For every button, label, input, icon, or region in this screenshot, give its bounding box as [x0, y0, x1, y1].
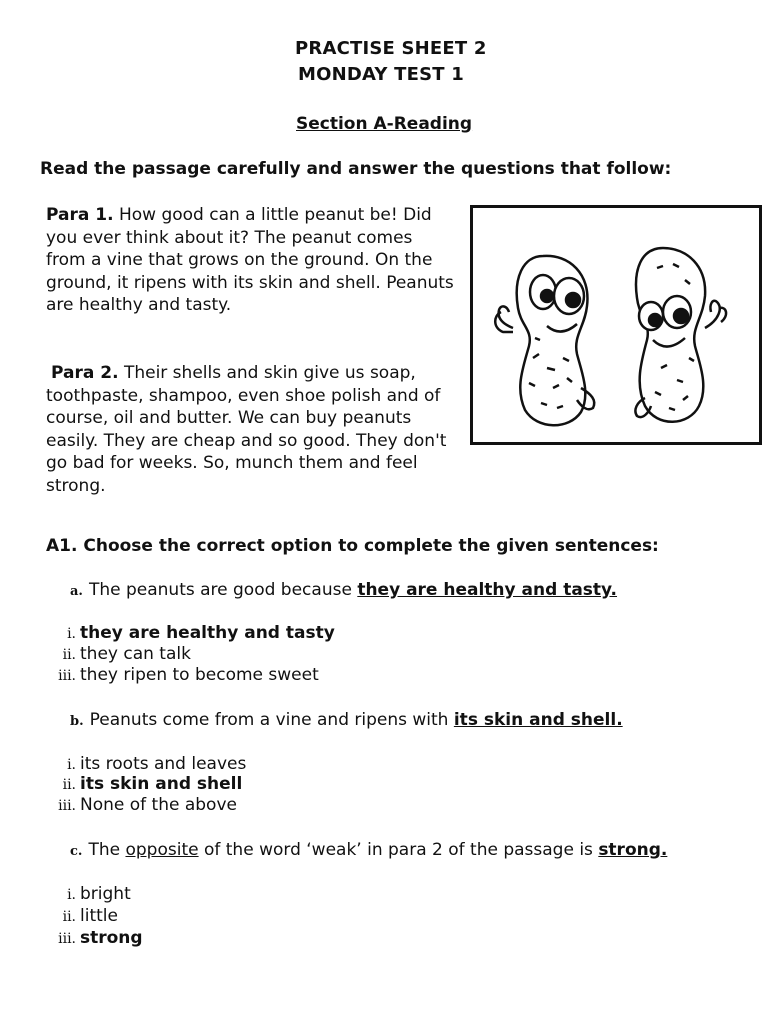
para-2-text: Their shells and skin give us soap, toothpaste, shampoo, even shoe polish and of course, oil and butter. We can buy peanuts easily. They are cheap and so good. They don't go bad for weeks. So, munch them and feel strong.	[46, 363, 447, 496]
option-text: they are healthy and tasty	[80, 623, 335, 643]
option-b-i	[50, 754, 246, 774]
question-c-answer: strong.	[598, 840, 668, 860]
option-a-ii	[50, 644, 191, 664]
question-b-text: Peanuts come from a vine and ripens with	[89, 710, 454, 730]
option-text: its roots and leaves	[80, 754, 247, 774]
option-number: iii.	[58, 931, 76, 947]
sheet-title: PRACTISE SHEET 2	[295, 38, 487, 59]
option-b-iii	[50, 795, 237, 815]
paragraph-2	[46, 362, 456, 498]
option-text: bright	[80, 884, 131, 904]
peanut-illustration	[470, 205, 762, 445]
para-2-label: Para 2.	[51, 363, 119, 383]
question-b	[70, 710, 623, 730]
option-b-ii	[50, 774, 242, 794]
option-text: they ripen to become sweet	[80, 665, 319, 685]
option-text: little	[80, 906, 118, 926]
question-b-answer: its skin and shell.	[453, 710, 623, 730]
option-a-iii	[50, 665, 319, 685]
option-text: strong	[80, 928, 143, 948]
option-c-iii	[50, 928, 143, 948]
option-text: they can talk	[80, 644, 191, 664]
paragraph-1	[46, 204, 456, 317]
option-c-i	[50, 884, 131, 904]
option-number: i.	[67, 757, 76, 773]
para-1-label: Para 1.	[46, 205, 114, 225]
option-number: iii.	[58, 668, 76, 684]
question-a-answer: they are healthy and tasty.	[357, 580, 618, 600]
option-c-ii	[50, 906, 118, 926]
section-heading: Section A-Reading	[296, 114, 473, 134]
question-c-underlined-word: opposite	[125, 840, 199, 860]
question-a-label: a.	[70, 584, 83, 599]
option-number: i.	[67, 626, 76, 642]
question-a	[70, 580, 617, 600]
question-c-label: c.	[70, 844, 83, 859]
question-a1-heading: A1. Choose the correct option to complete the given sentences:	[46, 536, 659, 556]
option-number: ii.	[62, 647, 76, 663]
question-c-text-1: The	[88, 840, 126, 860]
option-text: its skin and shell	[80, 774, 243, 794]
option-number: ii.	[62, 777, 76, 793]
question-a-text: The peanuts are good because	[88, 580, 358, 600]
para-1-text: How good can a little peanut be! Did you ever think about it? The peanut comes from a vine that grows on the ground. On the ground, it ripens with its skin and shell. Peanuts are healthy and tasty.	[46, 205, 454, 316]
option-number: iii.	[58, 798, 76, 814]
instruction-text: Read the passage carefully and answer the questions that follow:	[40, 159, 672, 179]
question-b-label: b.	[70, 714, 84, 729]
option-number: ii.	[62, 909, 76, 925]
question-c	[70, 840, 667, 860]
option-a-i	[50, 623, 335, 643]
option-text: None of the above	[80, 795, 237, 815]
test-title: MONDAY TEST 1	[298, 64, 464, 85]
option-number: i.	[67, 887, 76, 903]
peanut-characters-icon	[473, 208, 759, 442]
question-c-text-2: of the word ‘weak’ in para 2 of the passage is	[198, 840, 599, 860]
